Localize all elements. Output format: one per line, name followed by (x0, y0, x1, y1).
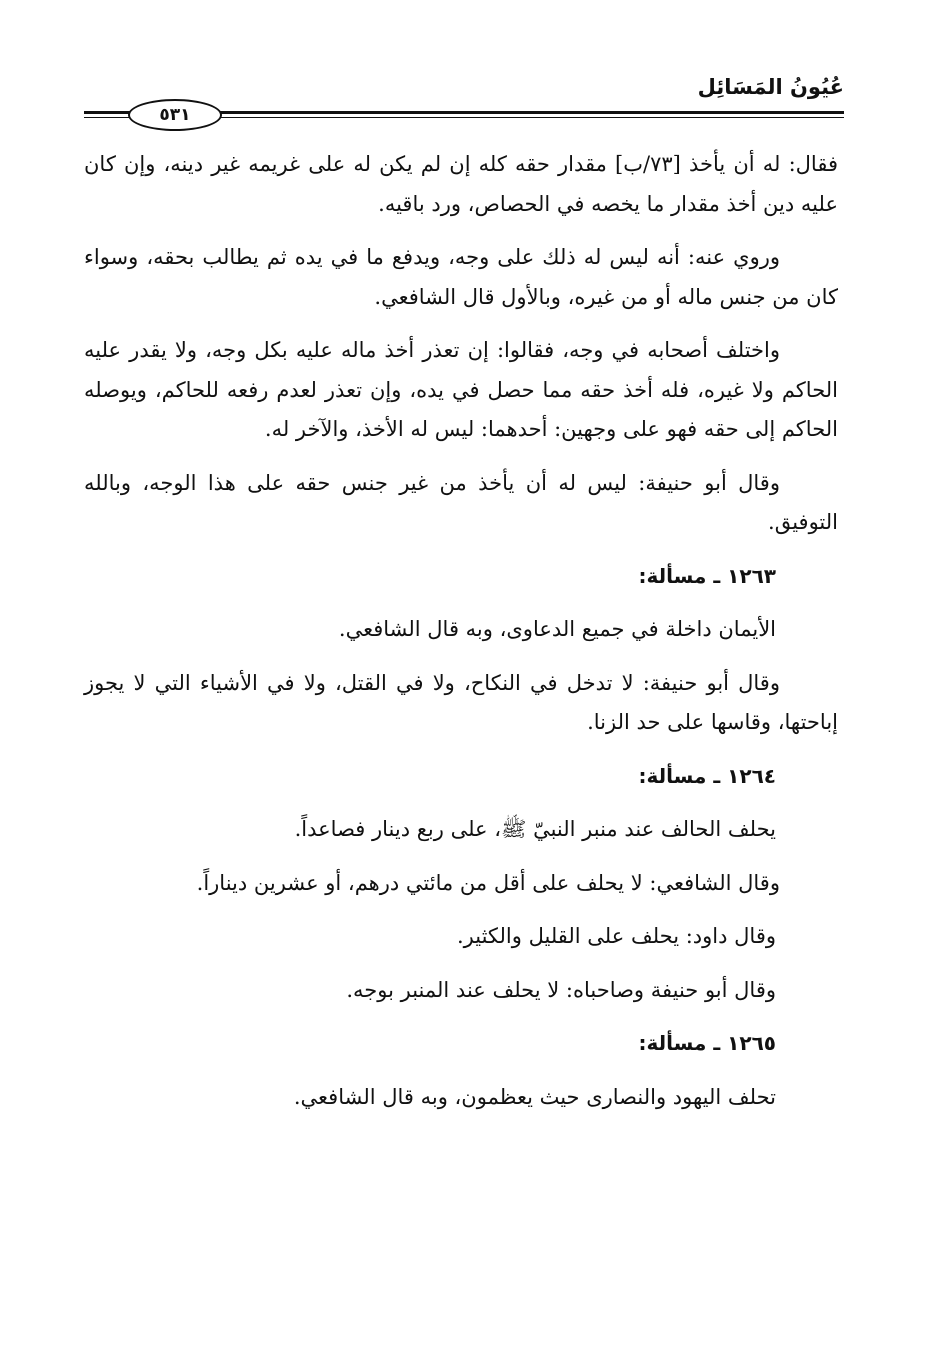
paragraph: واختلف أصحابه في وجه، فقالوا: إن تعذر أخذ ماله عليه بكل وجه، ولا يقدر عليه الحاكم ولا غيره، فله أخذ حقه مما حصل في يده، وإن تعذر لعدم رفعه للحاكم، ويوصله الحاكم إلى حقه فهو على وجهين: أحدهما: ليس له الأخذ، والآخر له. (84, 338, 838, 441)
paragraph: يحلف الحالف عند منبر النبيّ ﷺ، على ربع دينار فصاعداً. (294, 817, 776, 841)
running-book-title: عُيُونُ المَسَائِل (697, 75, 844, 99)
issue-heading: ١٢٦٥ ـ مسألة: (638, 1031, 776, 1055)
paragraph: وروي عنه: أنه ليس له ذلك على وجه، ويدفع ما في يده ثم يطالب بحقه، وسواء كان من جنس ماله أو من غيره، وبالأول قال الشافعي. (84, 245, 838, 309)
paragraph: وقال أبو حنيفة: لا تدخل في النكاح، ولا في القتل، ولا في الأشياء التي لا يجوز إباحتها، وقاسها على حد الزنا. (84, 670, 838, 734)
issue-heading: ١٢٦٤ ـ مسألة: (638, 763, 776, 788)
paragraph: وقال الشافعي: لا يحلف على أقل من مائتي درهم، أو عشرين ديناراً. (196, 870, 780, 895)
issue-heading: ١٢٦٣ ـ مسألة: (638, 563, 776, 588)
page-number: ٥٣١ (128, 99, 222, 131)
paragraph: وقال أبو حنيفة وصاحباه: لا يحلف عند المنبر بوجه. (346, 977, 776, 1002)
paragraph: وقال أبو حنيفة: ليس له أن يأخذ من غير جنس حقه على هذا الوجه، وبالله التوفيق. (84, 470, 838, 534)
paragraph: وقال داود: يحلف على القليل والكثير. (457, 924, 776, 948)
paragraph: تحلف اليهود والنصارى حيث يعظمون، وبه قال الشافعي. (293, 1084, 776, 1109)
page-header (84, 70, 844, 130)
paragraph: فقال: له أن يأخذ [٧٣/ب] مقدار حقه كله إن لم يكن له على غريمه غير دينه، وإن كان عليه دين أخذ مقدار ما يخصه في الحصاص، ورد باقيه. (84, 152, 838, 216)
paragraph: الأيمان داخلة في جميع الدعاوى، وبه قال الشافعي. (338, 617, 776, 641)
page-body (84, 145, 838, 1131)
